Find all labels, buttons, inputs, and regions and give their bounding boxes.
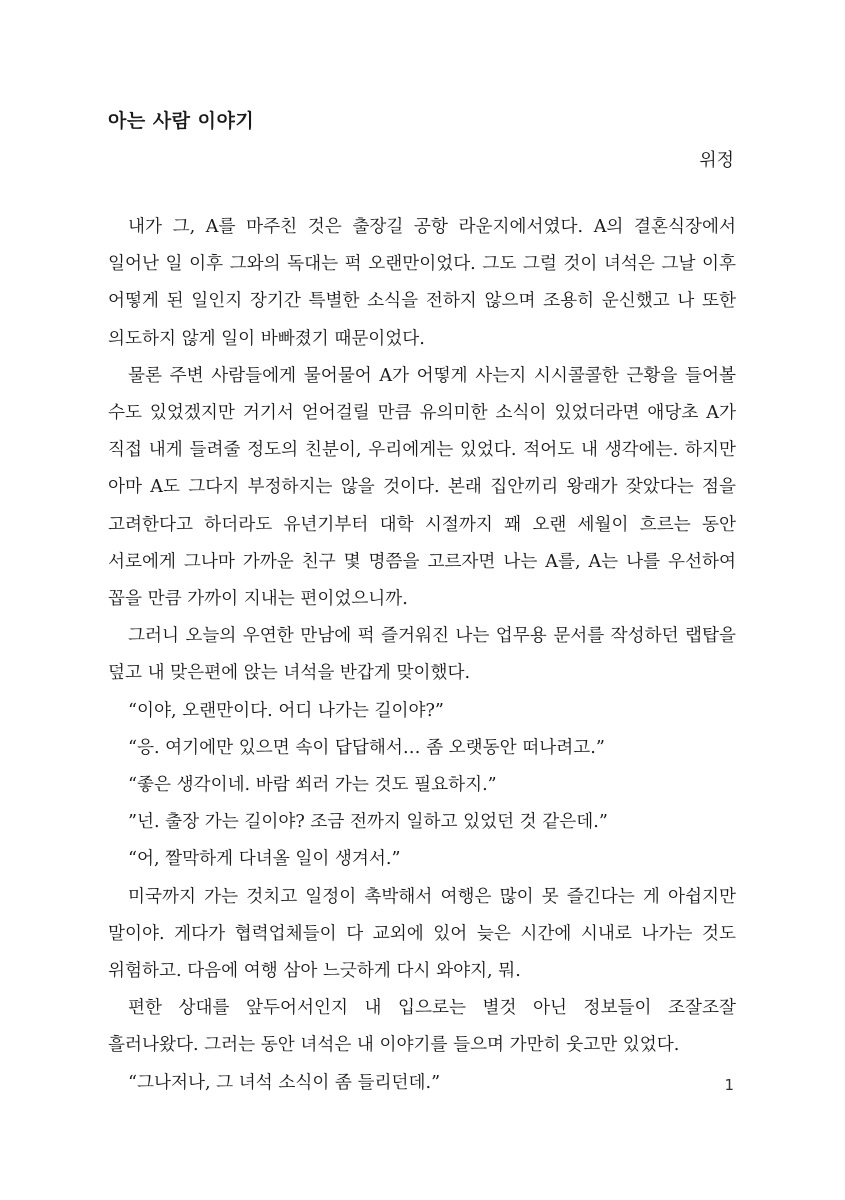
author-name: 위정: [699, 150, 734, 171]
paragraph: 물론 주변 사람들에게 물어물어 A가 어떻게 사는지 시시콜콜한 근황을 들어볼 수도 있었겠지만 거기서 얻어걸릴 만큼 유의미한 소식이 있었더라면 애당초 A가 직접 내게 들려줄 정도의 친분이, 우리에게는 있었다. 적어도 내 생각에는. 하지만 아마 A도 그다지 부정하지는 않을 것이다. 본래 집안끼리 왕래가 잦았다는 점을 고려한다고 하더라도 유년기부터 대학 시절까지 꽤 오랜 세월이 흐르는 동안 서로에게 그나마 가까운 친구 몇 명쯤을 고르자면 나는 A를, A는 나를 우선하여 꼽을 만큼 가까이 지내는 편이었으니까.: [108, 365, 736, 610]
paragraph: 그러니 오늘의 우연한 만남에 퍽 즐거워진 나는 업무용 문서를 작성하던 랩탑을 덮고 내 맞은편에 앉는 녀석을 반갑게 맞이했다.: [108, 626, 736, 684]
paragraph: 편한 상대를 앞두어서인지 내 입으로는 별것 아닌 정보들이 조잘조잘 흘러나왔다. 그러는 동안 녀석은 내 이야기를 들으며 가만히 웃고만 있었다.: [108, 998, 736, 1056]
paragraph: 미국까지 가는 것치고 일정이 촉박해서 여행은 많이 못 즐긴다는 게 아쉽지만 말이야. 게다가 협력업체들이 다 교외에 있어 늦은 시간에 시내로 나가는 것도 위험하고. 다음에 여행 삼아 느긋하게 다시 와야지, 뭐.: [108, 886, 736, 982]
dialogue-line: “어, 짤막하게 다녀올 일이 생겨서.”: [128, 849, 401, 870]
story-body: [108, 209, 736, 1102]
dialogue-line: “그나저나, 그 녀석 소식이 좀 들리던데.”: [128, 1072, 441, 1093]
paragraph: 내가 그, A를 마주친 것은 출장길 공항 라운지에서였다. A의 결혼식장에서 일어난 일 이후 그와의 독대는 퍽 오랜만이었다. 그도 그럴 것이 녀석은 그날 이후 어떻게 된 일인지 장기간 특별한 소식을 전하지 않으며 조용히 운신했고 나 또한 의도하지 않게 일이 바빠졌기 때문이었다.: [108, 217, 736, 349]
dialogue-line: ”넌. 출장 가는 길이야? 조금 전까지 일하고 있었던 것 같은데.”: [128, 812, 608, 833]
story-title: 아는 사람 이야기: [108, 110, 255, 132]
dialogue-line: “응. 여기에만 있으면 속이 답답해서… 좀 오랫동안 떠나려고.”: [128, 737, 605, 758]
dialogue-line: “좋은 생각이네. 바람 쐬러 가는 것도 필요하지.”: [128, 775, 497, 796]
dialogue-line: “이야, 오랜만이다. 어디 나가는 길이야?”: [128, 700, 444, 721]
page-number: 1: [724, 1076, 734, 1094]
